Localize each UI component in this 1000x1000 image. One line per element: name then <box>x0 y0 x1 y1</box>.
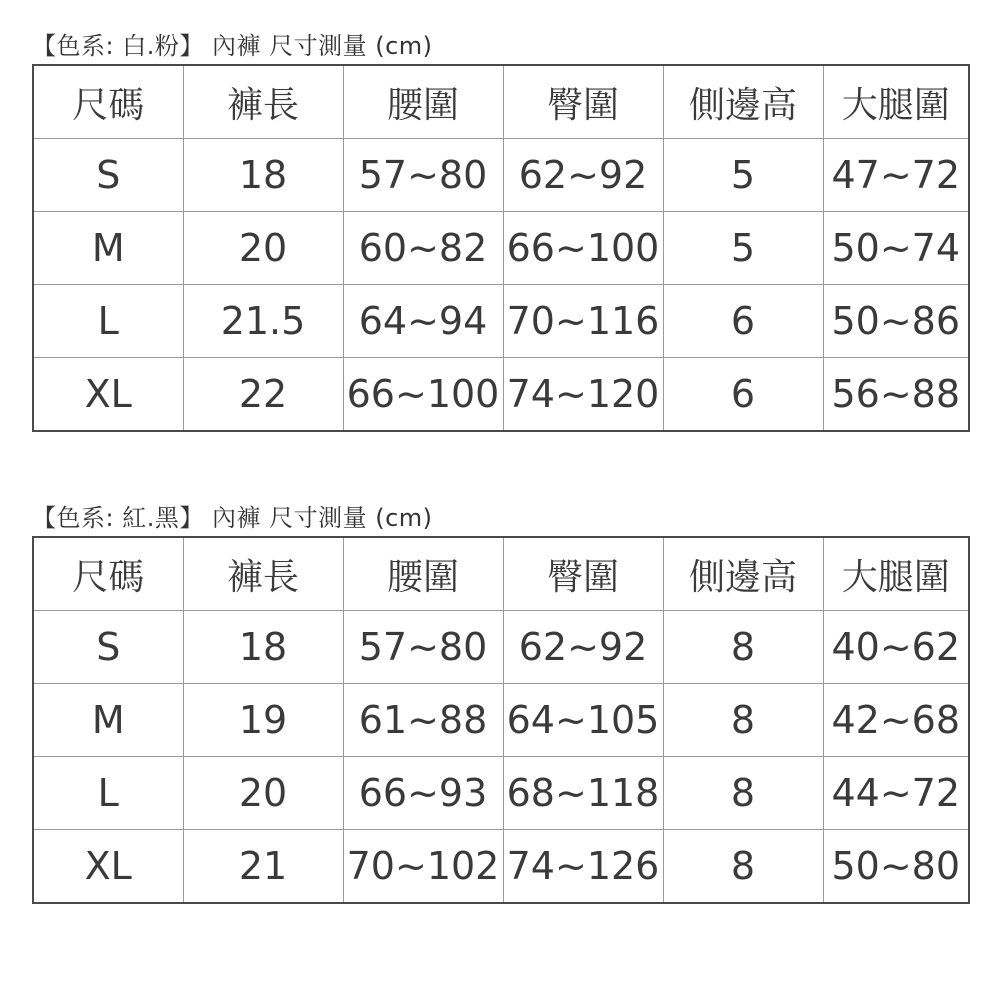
cell-thigh: 50~74 <box>823 212 969 285</box>
cell-hip: 70~116 <box>503 285 663 358</box>
table-row <box>33 830 969 904</box>
table-row <box>33 757 969 830</box>
cell-waist: 57~80 <box>343 611 503 684</box>
cell-hip: 74~120 <box>503 358 663 432</box>
cell-size: XL <box>33 358 183 432</box>
cell-length: 22 <box>183 358 343 432</box>
cell-hip: 68~118 <box>503 757 663 830</box>
cell-hip: 64~105 <box>503 684 663 757</box>
cell-size: S <box>33 139 183 212</box>
cell-waist: 60~82 <box>343 212 503 285</box>
cell-length: 18 <box>183 139 343 212</box>
cell-hip: 62~92 <box>503 611 663 684</box>
cell-thigh: 50~80 <box>823 830 969 904</box>
cell-length: 20 <box>183 212 343 285</box>
header-length: 褲長 <box>183 65 343 139</box>
cell-hip: 62~92 <box>503 139 663 212</box>
cell-side-height: 5 <box>663 139 823 212</box>
cell-size: S <box>33 611 183 684</box>
cell-size: L <box>33 757 183 830</box>
cell-side-height: 5 <box>663 212 823 285</box>
header-side-height: 側邊高 <box>663 65 823 139</box>
cell-size: L <box>33 285 183 358</box>
header-length: 褲長 <box>183 537 343 611</box>
cell-length: 20 <box>183 757 343 830</box>
size-table <box>32 536 970 904</box>
header-size: 尺碼 <box>33 65 183 139</box>
cell-waist: 66~93 <box>343 757 503 830</box>
cell-size: XL <box>33 830 183 904</box>
header-hip: 臀圍 <box>503 537 663 611</box>
cell-size: M <box>33 212 183 285</box>
cell-thigh: 50~86 <box>823 285 969 358</box>
header-thigh: 大腿圍 <box>823 65 969 139</box>
cell-length: 21 <box>183 830 343 904</box>
table-row <box>33 684 969 757</box>
table-header-row <box>33 65 969 139</box>
cell-side-height: 6 <box>663 358 823 432</box>
cell-side-height: 8 <box>663 757 823 830</box>
cell-thigh: 42~68 <box>823 684 969 757</box>
cell-waist: 64~94 <box>343 285 503 358</box>
cell-side-height: 8 <box>663 684 823 757</box>
cell-waist: 61~88 <box>343 684 503 757</box>
size-table <box>32 64 970 432</box>
cell-length: 19 <box>183 684 343 757</box>
cell-thigh: 56~88 <box>823 358 969 432</box>
header-waist: 腰圍 <box>343 537 503 611</box>
cell-thigh: 47~72 <box>823 139 969 212</box>
size-chart-white-pink <box>32 28 968 432</box>
size-chart-caption: 【色系: 紅.黑】 內褲 尺寸測量 (cm) <box>32 504 433 532</box>
cell-waist: 57~80 <box>343 139 503 212</box>
cell-size: M <box>33 684 183 757</box>
cell-side-height: 8 <box>663 830 823 904</box>
table-header-row <box>33 537 969 611</box>
size-chart-caption: 【色系: 白.粉】 內褲 尺寸測量 (cm) <box>32 32 433 60</box>
cell-side-height: 8 <box>663 611 823 684</box>
cell-side-height: 6 <box>663 285 823 358</box>
table-row <box>33 212 969 285</box>
table-row <box>33 358 969 432</box>
cell-thigh: 40~62 <box>823 611 969 684</box>
header-waist: 腰圍 <box>343 65 503 139</box>
cell-length: 21.5 <box>183 285 343 358</box>
table-row <box>33 139 969 212</box>
cell-hip: 66~100 <box>503 212 663 285</box>
table-row <box>33 285 969 358</box>
header-side-height: 側邊高 <box>663 537 823 611</box>
cell-waist: 66~100 <box>343 358 503 432</box>
cell-waist: 70~102 <box>343 830 503 904</box>
cell-thigh: 44~72 <box>823 757 969 830</box>
cell-length: 18 <box>183 611 343 684</box>
cell-hip: 74~126 <box>503 830 663 904</box>
header-thigh: 大腿圍 <box>823 537 969 611</box>
size-chart-red-black <box>32 500 968 904</box>
table-row <box>33 611 969 684</box>
header-hip: 臀圍 <box>503 65 663 139</box>
header-size: 尺碼 <box>33 537 183 611</box>
